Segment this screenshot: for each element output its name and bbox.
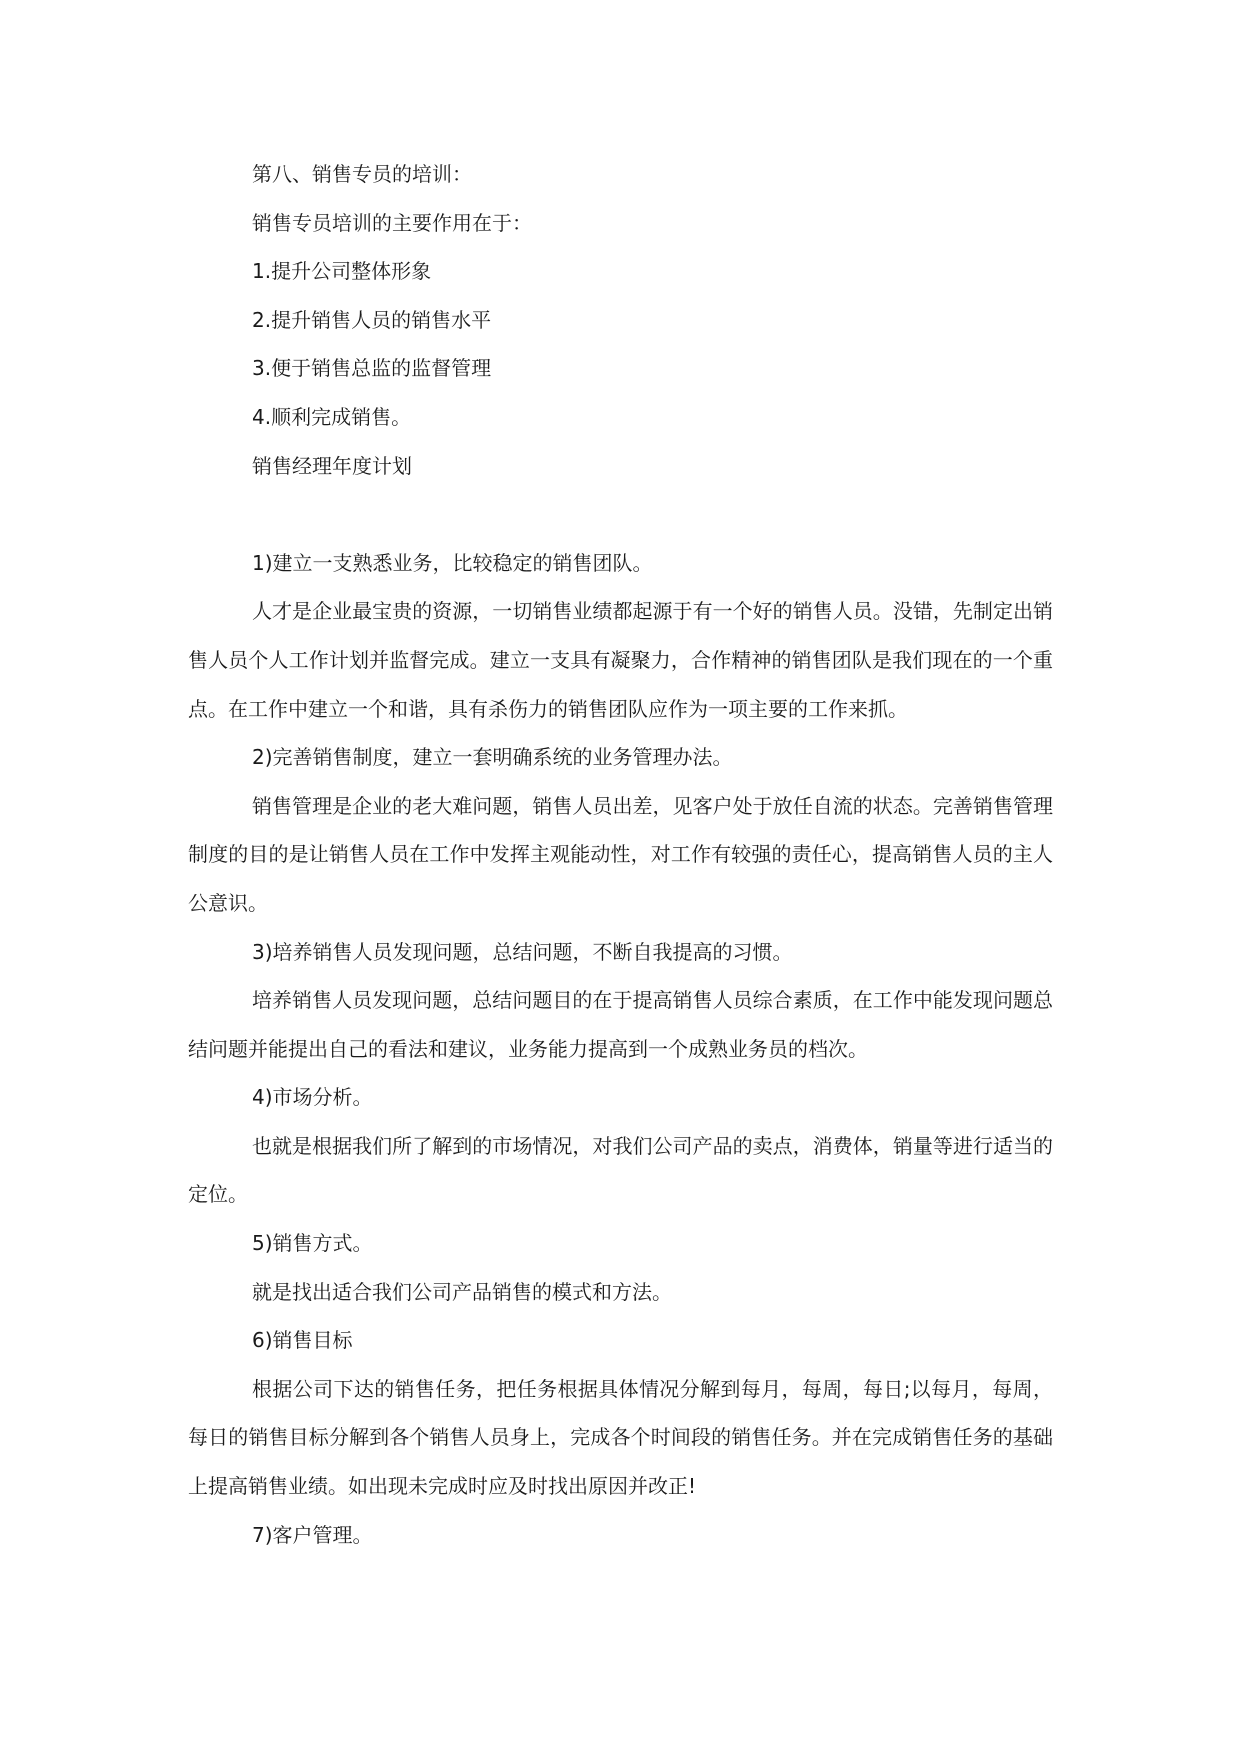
section-2-title: 2)完善销售制度，建立一套明确系统的业务管理办法。 <box>252 745 733 770</box>
section-5-title: 5)销售方式。 <box>252 1231 373 1256</box>
section-2-body: 销售管理是企业的老大难问题，销售人员出差，见客户处于放任自流的状态。完善销售管理制度的目的是让销售人员在工作中发挥主观能动性，对工作有较强的责任心，提高销售人员的主人公意识。 <box>188 793 1053 915</box>
training-point-1: 1.提升公司整体形象 <box>252 259 432 284</box>
blank-line <box>188 490 1053 539</box>
section-4-title: 4)市场分析。 <box>252 1085 373 1110</box>
training-heading: 第八、销售专员的培训： <box>252 162 472 186</box>
section-6-body: 根据公司下达的销售任务，把任务根据具体情况分解到每月，每周，每日;以每月，每周，每日的销售目标分解到各个销售人员身上，完成各个时间段的销售任务。并在完成销售任务的基础上提高销售业绩。如出现未完成时应及时找出原因并改正! <box>188 1376 1053 1499</box>
section-5-body: 就是找出适合我们公司产品销售的模式和方法。 <box>252 1279 672 1304</box>
section-1-title: 1)建立一支熟悉业务，比较稳定的销售团队。 <box>252 550 653 575</box>
training-point-4: 4.顺利完成销售。 <box>252 404 412 429</box>
section-1-body: 人才是企业最宝贵的资源，一切销售业绩都起源于有一个好的销售人员。没错，先制定出销售人员个人工作计划并监督完成。建立一支具有凝聚力，合作精神的销售团队是我们现在的一个重点。在工作中建立一个和谐，具有杀伤力的销售团队应作为一项主要的工作来抓。 <box>188 599 1053 721</box>
section-7-title: 7)客户管理。 <box>252 1522 373 1547</box>
plan-section-title: 销售经理年度计划 <box>252 453 412 478</box>
section-3-body: 培养销售人员发现问题，总结问题目的在于提高销售人员综合素质，在工作中能发现问题总结问题并能提出自己的看法和建议，业务能力提高到一个成熟业务员的档次。 <box>188 988 1053 1061</box>
document-page <box>188 150 1053 1559</box>
training-point-3: 3.便于销售总监的监督管理 <box>252 356 492 381</box>
training-point-2: 2.提升销售人员的销售水平 <box>252 307 492 332</box>
section-3-title: 3)培养销售人员发现问题，总结问题，不断自我提高的习惯。 <box>252 939 793 964</box>
section-6-title: 6)销售目标 <box>252 1328 353 1353</box>
section-4-body: 也就是根据我们所了解到的市场情况，对我们公司产品的卖点，消费体，销量等进行适当的定位。 <box>188 1133 1053 1207</box>
training-lead: 销售专员培训的主要作用在于： <box>252 210 532 235</box>
